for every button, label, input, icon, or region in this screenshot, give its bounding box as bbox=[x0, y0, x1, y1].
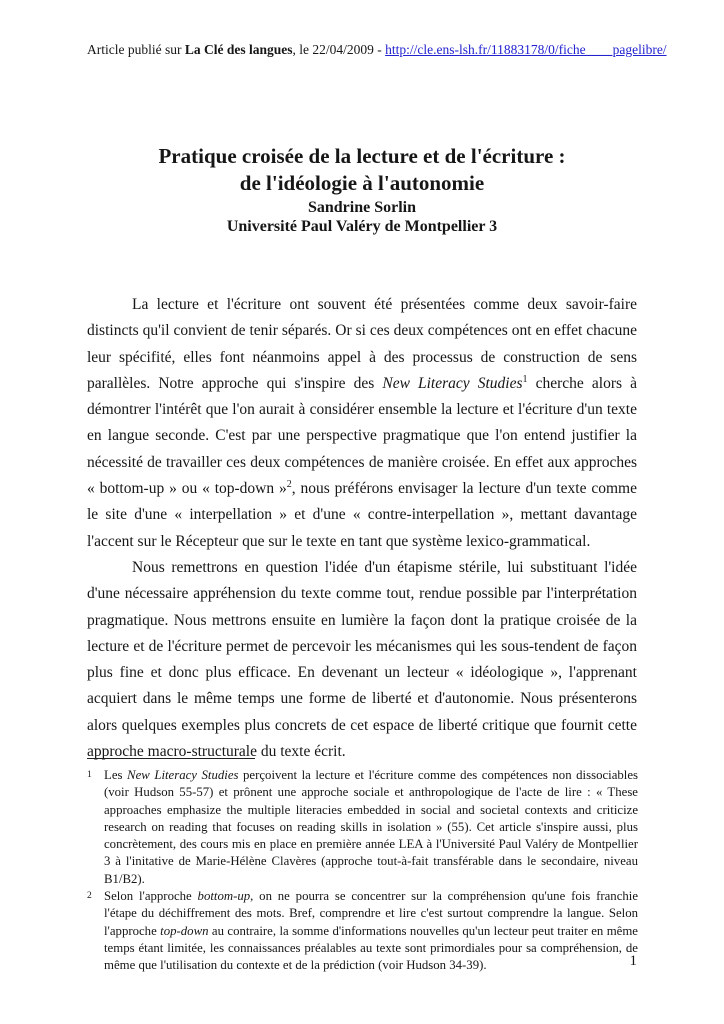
author-affiliation: Université Paul Valéry de Montpellier 3 bbox=[226, 217, 498, 235]
body-paragraph-1: La lecture et l'écriture ont souvent été présentées comme deux savoir-faire distincts qu'il convient de tenir séparés. Or si ces deux compétences ont en effet chacune leur spécifité, elles font néanmoins appel à des processus de construction de sens parallèles. Notre approche qui s'inspire des New Literacy Studies$^1$ cherche alors à démontrer l'intérêt que l'on aurait à considérer ensemble la lecture et l'écriture d'un texte en langue seconde. C'est par une perspective pragmatique que l'on entend justifier la nécessité de travailler ces deux compétences de manière croisée. En effet aux approches « bottom-up » ou « top-down »$^2$, nous préférons envisager la lecture d'un texte comme le site d'une « interpellation » et d'une « contre-interpellation », mettant davantage l'accent sur le Récepteur que sur le texte en tant que système lexico-grammatical. bbox=[87, 296, 637, 550]
publication-name: La Clé des langues bbox=[184, 42, 293, 57]
article-title-line-1: Pratique croisée de la lecture et de l'écriture : bbox=[158, 144, 566, 168]
footnote-text-1: Les New Literacy Studies perçoivent la lecture et l'écriture comme des compétences non dissociables (voir Hudson 55-57) et prônent une approche sociale et anthropologique de l'acte de lire : « These approaches emphasize the multiple literacies embedded in social and societal contexts and criticize research on reading that focuses on reading skills in isolation » (55). Cet article s'inspire aussi, plus concrètement, des cours mis en place en première année LEA à l'Université Paul Valéry de Montpellier 3 à l'initative de Marie-Hélène Clavères (approche tout-à-fait transférable dans le secondaire, niveau B1/B2). bbox=[104, 768, 638, 886]
author-name: Sandrine Sorlin bbox=[307, 199, 417, 216]
article-body bbox=[87, 292, 637, 765]
page-number: 1 bbox=[629, 953, 637, 969]
header-prefix: Article publié sur bbox=[87, 42, 185, 57]
footnote-text-2: Selon l'approche bottom-up, on ne pourra se concentrer sur la compréhension qu'une fois franchie l'étape du déchiffrement des mots. Bref, comprendre et lire c'est surtout comprendre la langue. Selon l'approche top-down au contraire, la somme d'informations nouvelles qu'un lecteur peut traiter en même temps étant limitée, les connaissances préalables au texte sont primordiales pour sa compréhension, de même que l'utilisation du contexte et de la prédiction (voir Hudson 34-39). bbox=[104, 889, 639, 973]
footnote-marker-2: 2 bbox=[87, 891, 92, 902]
title-block bbox=[0, 143, 724, 236]
article-url-link[interactable]: http://cle.ens-lsh.fr/11883178/0/fiche____pagelibre/ bbox=[385, 42, 667, 57]
article-title-line-2: de l'idéologie à l'autonomie bbox=[239, 170, 485, 195]
body-paragraph-2: Nous remettrons en question l'idée d'un étapisme stérile, lui substituant l'idée d'une nécessaire appréhension du texte comme tout, rendue possible par l'interprétation pragmatique. Nous mettrons ensuite en lumière la façon dont la pratique croisée de la lecture et de l'écriture permet de percevoir les mécanismes qui les sous-tendent de façon plus fine et donc plus efficace. En devenant un lecteur « idéologique », l'apprenant acquiert dans le même temps une forme de liberté et d'autonomie. Nous présenterons alors quelques exemples plus concrets de cet espace de liberté critique que fournit cette approche macro-structurale du texte écrit. bbox=[87, 558, 637, 761]
footnote-2 bbox=[87, 888, 638, 974]
footnote-marker-1: 1 bbox=[87, 770, 92, 780]
footnote-area bbox=[87, 758, 638, 975]
footnote-separator bbox=[87, 758, 255, 759]
publication-header bbox=[87, 41, 667, 58]
header-date: , le 22/04/2009 - bbox=[292, 42, 386, 57]
footnote-1 bbox=[87, 767, 638, 888]
